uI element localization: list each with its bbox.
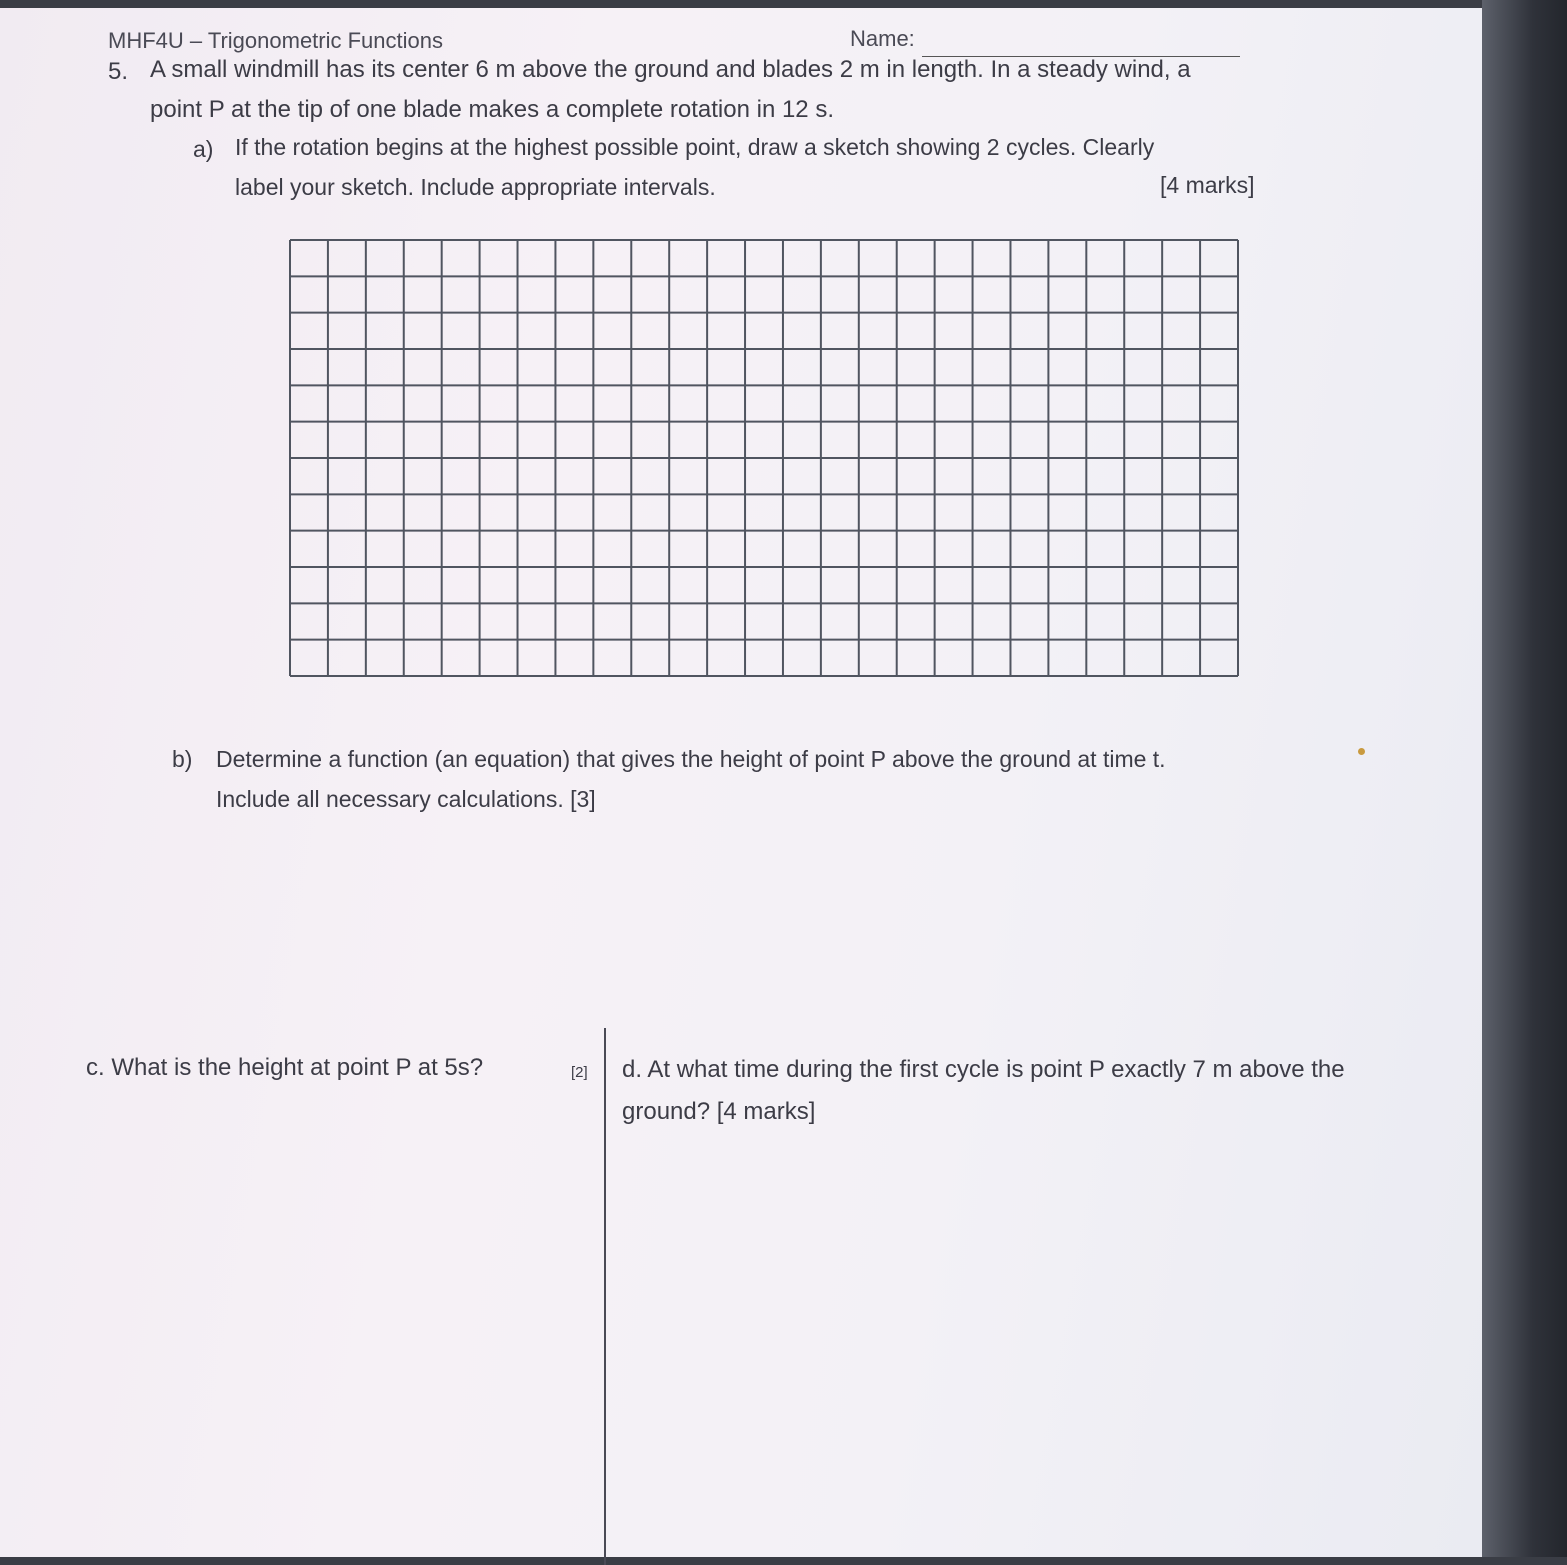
- part-c-question: c. What is the height at point P at 5s?: [86, 1054, 484, 1081]
- question-line-2: point P at the tip of one blade makes a complete rotation in 12 s.: [150, 96, 834, 123]
- stray-mark: [1358, 748, 1365, 755]
- part-a-line-2: label your sketch. Include appropriate intervals.: [235, 174, 716, 200]
- part-b-line-2: Include all necessary calculations. [3]: [216, 786, 596, 812]
- part-b-letter: b): [172, 746, 193, 772]
- desk-background: [1482, 0, 1567, 1557]
- part-d-line-1: d. At what time during the first cycle is point P exactly 7 m above the: [622, 1056, 1345, 1083]
- part-d-line-2: ground? [4 marks]: [622, 1098, 816, 1125]
- part-c-marks: [2]: [571, 1064, 588, 1081]
- answer-divider: [604, 1028, 606, 1565]
- question-number: 5.: [108, 58, 129, 85]
- worksheet-page: [0, 8, 1482, 1557]
- part-a-line-1: If the rotation begins at the highest possible point, draw a sketch showing 2 cycles. Clearly: [235, 134, 1155, 160]
- question-line-1: A small windmill has its center 6 m above the ground and blades 2 m in length. In a steady wind, a: [150, 56, 1191, 83]
- part-b-line-1: Determine a function (an equation) that gives the height of point P above the ground at time t.: [216, 746, 1166, 772]
- name-label: Name:: [850, 26, 915, 51]
- part-a-marks: [4 marks]: [1160, 172, 1255, 198]
- sketch-grid[interactable]: [288, 238, 1240, 678]
- part-a-letter: a): [193, 136, 214, 162]
- course-title: MHF4U – Trigonometric Functions: [108, 28, 443, 53]
